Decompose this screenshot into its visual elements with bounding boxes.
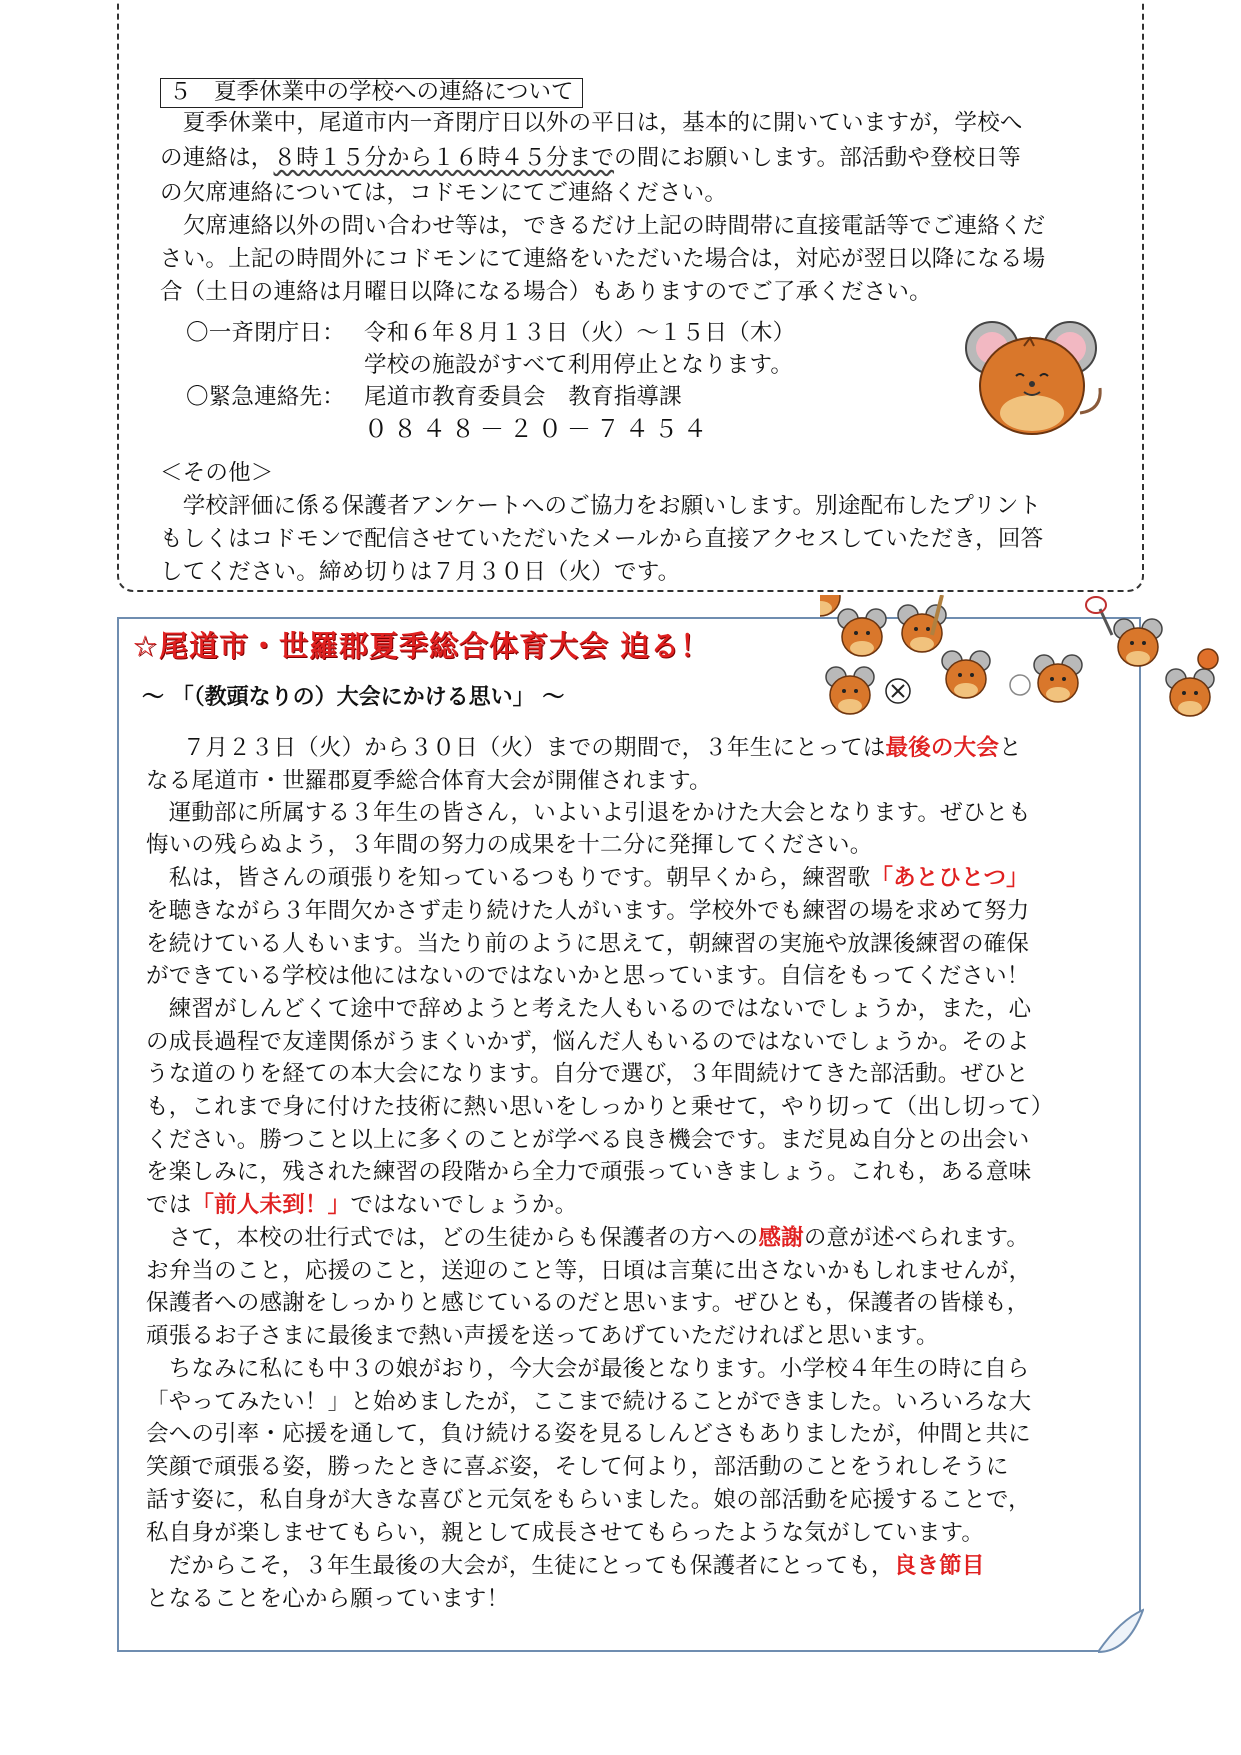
article-line: さて，本校の壮行式では，どの生徒からも保護者の方への感謝の意が述べられます。 — [146, 1225, 1030, 1251]
emergency-phone: ０８４８－２０－７４５４ — [364, 415, 712, 443]
section-5-line: の欠席連絡については，コドモンにてご連絡ください。 — [160, 180, 728, 206]
article-line: なる尾道市・世羅郡夏季総合体育大会が開催されます。 — [146, 768, 712, 794]
article-line: ができている学校は他にはないのではないかと思っています。自信をもってください！ — [146, 963, 1030, 989]
article-line: 悔いの残らぬよう，３年間の努力の成果を十二分に発揮してください。 — [146, 832, 873, 858]
section-5-line: 夏季休業中，尾道市内一斉閉庁日以外の平日は，基本的に開いていますが，学校へ — [160, 110, 1023, 136]
closure-note: 学校の施設がすべて利用停止となります。 — [364, 352, 794, 378]
article-line: だからこそ，３年生最後の大会が，生徒にとっても保護者にとっても，良き節目 — [146, 1553, 985, 1579]
highlight-milestone: 良き節目 — [893, 1553, 985, 1579]
mascot-mouse-image — [962, 318, 1112, 438]
article-line: 笑顔で頑張る姿，勝ったときに喜ぶ姿，そして何より，部活動のことをうれしそうに — [146, 1454, 1009, 1480]
article-line: お弁当のこと，応援のこと，送迎のこと等，日頃は言葉に出さないかもしれませんが， — [146, 1258, 1032, 1284]
highlight-unprecedented: 「前人未到！」 — [191, 1192, 351, 1218]
article-line: の成長過程で友達関係がうまくいかず，悩んだ人もいるのではないでしょうか。そのよ — [146, 1029, 1030, 1055]
article-line: ください。勝つこと以上に多くのことが学べる良き機会です。まだ見ぬ自分との出会い — [146, 1127, 1030, 1153]
sports-mice-illustration — [820, 595, 1220, 725]
contact-hours: ８時１５分から１６時４５分まで — [273, 145, 615, 171]
emergency-label: 〇緊急連絡先： — [186, 384, 345, 410]
article-line: を楽しみに，残された練習の段階から全力で頑張っていきましょう。これも，ある意味 — [146, 1159, 1032, 1185]
section-5-line: 合（土日の連絡は月曜日以降になる場合）もありますのでご了承ください。 — [160, 279, 932, 305]
article-line: を続けている人もいます。当たり前のように思えて，朝練習の実施や放課後練習の確保 — [146, 931, 1030, 957]
closure-label: 〇一斉閉庁日： — [186, 320, 345, 346]
page-curl-decoration — [1098, 1602, 1144, 1654]
event-subtitle: ～ 「（教頭なりの）大会にかける思い」 ～ — [142, 685, 565, 710]
other-line: もしくはコドモンで配信させていただいたメールから直接アクセスしていただき，回答 — [160, 526, 1044, 552]
article-line: も，これまで身に付けた技術に熱い思いをしっかりと乗せて，やり切って（出し切って） — [146, 1094, 1054, 1120]
section-5-heading: ５ 夏季休業中の学校への連絡について — [160, 78, 583, 108]
article-line: 私は，皆さんの頑張りを知っているつもりです。朝早くから，練習歌「あとひとつ」 — [146, 865, 1029, 891]
article-line: 「やってみたい！」と始めましたが，ここまで続けることができました。いろいろな大 — [146, 1389, 1032, 1415]
other-line: してください。締め切りは７月３０日（火）です。 — [160, 559, 681, 585]
article-line: 保護者への感謝をしっかりと感じているのだと思います。ぜひとも，保護者の皆様も， — [146, 1290, 1030, 1316]
other-line: 学校評価に係る保護者アンケートへのご協力をお願いします。別途配布したプリント — [160, 493, 1042, 519]
article-line: ７月２３日（火）から３０日（火）までの期間で，３年生にとっては最後の大会と — [160, 735, 1022, 761]
section-5-line: の連絡は，８時１５分から１６時４５分までの間にお願いします。部活動や登校日等 — [160, 145, 1021, 171]
article-line: では「前人未到！」ではないでしょうか。 — [146, 1192, 578, 1218]
section-5-line: 欠席連絡以外の問い合わせ等は，できるだけ上記の時間帯に直接電話等でご連絡くだ — [160, 213, 1046, 239]
emergency-org: 尾道市教育委員会 教育指導課 — [364, 384, 682, 410]
highlight-last-tournament: 最後の大会 — [885, 735, 1000, 761]
article-line: となることを心から願っています！ — [146, 1586, 510, 1612]
event-title: ☆尾道市・世羅郡夏季総合体育大会 迫る！ — [132, 629, 711, 663]
article-line: 練習がしんどくて途中で辞めようと考えた人もいるのではないでしょうか，また，心 — [146, 996, 1032, 1022]
other-heading: ＜その他＞ — [160, 460, 274, 486]
article-line: 運動部に所属する３年生の皆さん，いよいよ引退をかけた大会となります。ぜひとも — [146, 800, 1031, 826]
article-line: 私自身が楽しませてもらい，親として成長させてもらったような気がしています。 — [146, 1520, 985, 1546]
section-5-line: さい。上記の時間外にコドモンにて連絡をいただいた場合は，対応が翌日以降になる場 — [160, 246, 1046, 272]
article-line: 頑張るお子さまに最後まで熱い声援を送ってあげていただければと思います。 — [146, 1323, 939, 1349]
closure-date: 令和６年８月１３日（火）～１５日（木） — [364, 320, 796, 346]
highlight-gratitude: 感謝 — [758, 1225, 804, 1251]
star-icon: ☆ — [132, 629, 159, 663]
article-line: うな道のりを経ての本大会になります。自分で選び，３年間続けてきた部活動。ぜひと — [146, 1061, 1029, 1087]
article-line: を聴きながら３年間欠かさず走り続けた人がいます。学校外でも練習の場を求めて努力 — [146, 898, 1030, 924]
article-line: 話す姿に，私自身が大きな喜びと元気をもらいました。娘の部活動を応援することで， — [146, 1487, 1031, 1513]
article-line: 会への引率・応援を通して，負け続ける姿を見るしんどさもありましたが，仲間と共に — [146, 1421, 1031, 1447]
article-line: ちなみに私にも中３の娘がおり，今大会が最後となります。小学校４年生の時に自ら — [146, 1356, 1030, 1382]
highlight-song: 「あとひとつ」 — [870, 865, 1029, 891]
